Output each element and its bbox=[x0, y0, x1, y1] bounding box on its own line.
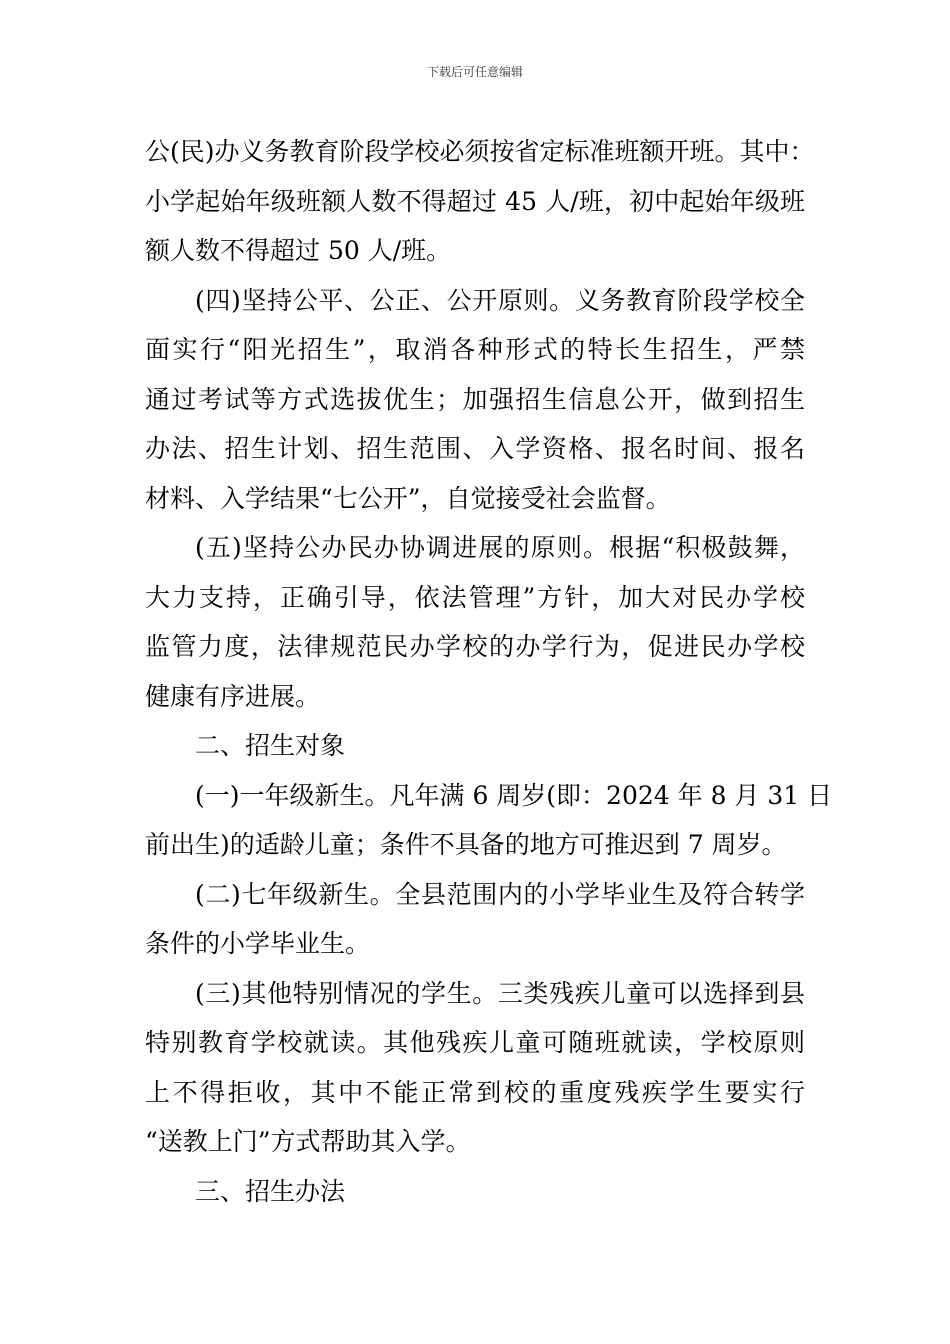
text-line: 公(民)办义务教育阶段学校必须按省定标准班额开班。其中： bbox=[145, 137, 815, 166]
text-line: 健康有序进展。 bbox=[145, 681, 321, 711]
text-line: 条件的小学毕业生。 bbox=[145, 929, 371, 958]
text-line: 大力支持，正确引导，依法管理”方针，加大对民办学校 bbox=[145, 582, 805, 612]
text-line: 办法、招生计划、招生范围、入学资格、报名时间、报名 bbox=[145, 434, 805, 463]
text-line: (三)其他特别情况的学生。三类残疾儿童可以选择到县 bbox=[195, 978, 805, 1008]
text-line: 材料、入学结果“七公开”，自觉接受社会监督。 bbox=[145, 483, 671, 513]
text-line: 面实行“阳光招生”，取消各种形式的特长生招生，严禁 bbox=[145, 335, 805, 364]
text-line: 监管力度，法律规范民办学校的办学行为，促进民办学校 bbox=[145, 632, 805, 661]
text-line: “送教上门”方式帮助其入学。 bbox=[145, 1127, 471, 1156]
text-line: 特别教育学校就读。其他残疾儿童可随班就读，学校原则 bbox=[145, 1028, 805, 1057]
section-heading: 二、招生对象 bbox=[195, 731, 346, 760]
document-body bbox=[145, 127, 833, 1216]
page-header-note: 下载后可任意编辑 bbox=[426, 65, 523, 79]
text-line: 小学起始年级班额人数不得超过 45 人/班，初中起始年级班 bbox=[145, 186, 805, 216]
section-heading: 三、招生办法 bbox=[195, 1176, 346, 1206]
text-line: 额人数不得超过 50 人/班。 bbox=[145, 236, 452, 265]
text-line: (一)一年级新生。凡年满 6 周岁(即：2024 年 8 月 31 日 bbox=[195, 780, 833, 810]
text-line: (五)坚持公办民办协调进展的原则。根据“积极鼓舞， bbox=[195, 533, 805, 562]
text-line: (四)坚持公平、公正、公开原则。义务教育阶段学校全 bbox=[195, 285, 805, 315]
text-line: 通过考试等方式选拔优生；加强招生信息公开，做到招生 bbox=[145, 384, 805, 414]
text-line: 前出生)的适龄儿童；条件不具备的地方可推迟到 7 周岁。 bbox=[145, 830, 787, 859]
text-line: (二)七年级新生。全县范围内的小学毕业生及符合转学 bbox=[195, 879, 805, 909]
text-line: 上不得拒收，其中不能正常到校的重度残疾学生要实行 bbox=[145, 1077, 805, 1107]
